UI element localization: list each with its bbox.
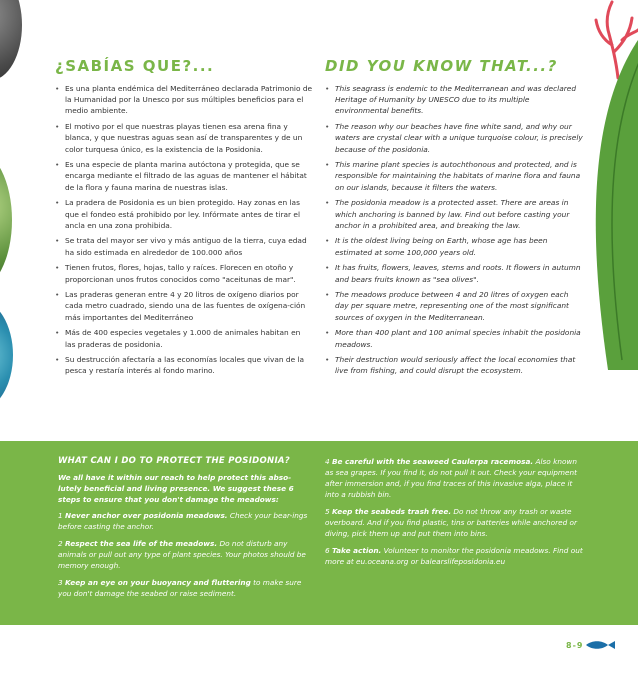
list-item: • It has fruits, flowers, leaves, stems and roots. It flowers in autumn and bears fruits known as "sea olives".	[325, 262, 583, 284]
list-item: • This seagrass is endemic to the Mediterranean and was declared Heritage of Humanity by UNESCO due to its multiple environmental benefits.	[325, 83, 583, 117]
page-number: 8-9	[566, 641, 584, 650]
english-facts-list	[325, 83, 583, 377]
protect-step: 3 Keep an eye on your buoyancy and fluttering to make sure you don't damage the seabed or raise sediment.	[58, 578, 302, 598]
rock-photo-decoration	[0, 0, 22, 80]
protect-step: 4 Be careful with the seaweed Caulerpa racemosa. Also known as sea grapes. If you find it, do not pull it out. Check your equipment after immersion and, if you find traces of this invasive alga, place it into a rubbish bin.	[325, 457, 578, 499]
list-item: • Su destrucción afectaría a las economías locales que vivan de la pesca y restaría interés al fondo marino.	[55, 354, 313, 376]
list-item: • This marine plant species is autochthonous and protected, and is responsible for maintaining the habitats of marine flora and fauna on our islands, because it filters the waters.	[325, 159, 583, 193]
list-item: • More than 400 plant and 100 animal species inhabit the posidonia meadows.	[325, 327, 583, 349]
list-item: • Se trata del mayor ser vivo y más antiguo de la tierra, cuya edad ha sido estimada en alrededor de 100.000 años	[55, 235, 313, 257]
protect-step: 2 Respect the sea life of the meadows. Do not disturb any animals or pull out any type of plant species. Your photos should be memory enough.	[58, 539, 306, 570]
seagrass-leaf-illustration	[578, 40, 638, 370]
english-heading: DID YOU KNOW THAT...?	[325, 57, 558, 75]
list-item: • Es una planta endémica del Mediterráneo declarada Patrimonio de la Humanidad por la Unesco por sus múltiples beneficios para el medio ambiente.	[55, 83, 313, 117]
list-item: • La pradera de Posidonia es un bien protegido. Hay zonas en las que el fondeo está prohibido por ley. Infórmate antes de tirar el ancla en una zona prohibida.	[55, 197, 313, 231]
spanish-facts-list	[55, 83, 313, 377]
list-item: • Más de 400 especies vegetales y 1.000 de animales habitan en las praderas de posidonia.	[55, 327, 313, 349]
fish-icon	[584, 640, 616, 650]
list-item: • The posidonia meadow is a protected asset. There are areas in which anchoring is banned by law. Find out before casting your anchor in a prohibited area, and breaking the law.	[325, 197, 583, 231]
protect-column-right	[325, 456, 585, 573]
spanish-facts-column	[55, 57, 313, 381]
sea-photo-decoration	[0, 300, 13, 410]
seagrass-photo-decoration	[0, 150, 12, 290]
english-facts-column	[325, 57, 583, 381]
protect-title: WHAT CAN I DO TO PROTECT THE POSIDONIA?	[58, 456, 291, 466]
list-item: • El motivo por el que nuestras playas tienen esa arena fina y blanca, y que nuestras aguas sean así de transparentes y de un color turquesa único, es la existencia de la Posidonia.	[55, 121, 313, 155]
protect-column-left	[58, 456, 311, 605]
list-item: • Es una especie de planta marina autóctona y protegida, que se encarga mediante el filtrado de las aguas de mantener el hábitat de la flora y fauna marina de nuestras islas.	[55, 159, 313, 193]
list-item: • The meadows produce between 4 and 20 litres of oxygen each day per square metre, representing one of the most significant sources of oxygen in the Mediterranean.	[325, 289, 583, 323]
list-item: • It is the oldest living being on Earth, whose age has been estimated at some 100,000 years old.	[325, 235, 583, 257]
protect-step: 1 Never anchor over posidonia meadows. Check your bear-ings before casting the anchor.	[58, 511, 308, 531]
protect-step: 5 Keep the seabeds trash free. Do not throw any trash or waste overboard. And if you find plastic, tins or batteries while anchored or diving, pick them up and put them into bins.	[325, 507, 578, 538]
protect-intro: We all have it within our reach to help protect this abso-lutely beneficial and living presence. We suggest these 6 steps to ensure that you don't damage the meadows:	[58, 473, 294, 504]
list-item: • The reason why our beaches have fine white sand, and why our waters are crystal clear with a unique turquoise colour, is precisely because of the posidonia.	[325, 121, 583, 155]
spanish-heading: ¿SABÍAS QUE?...	[55, 57, 215, 75]
protect-section	[0, 441, 638, 625]
protect-step: 6 Take action. Volunteer to monitor the posidonia meadows. Find out more at eu.oceana.org or balearslifeposidonia.eu	[325, 546, 583, 566]
list-item: • Their destruction would seriously affect the local economies that live from fishing, and could disrupt the ecosystem.	[325, 354, 583, 376]
list-item: • Las praderas generan entre 4 y 20 litros de oxígeno diarios por cada metro cuadrado, siendo una de las fuentes de oxígena-ción más importantes del Mediterráneo	[55, 289, 313, 323]
list-item: • Tienen frutos, flores, hojas, tallo y raíces. Florecen en otoño y proporcionan unos frutos conocidos como "aceitunas de mar".	[55, 262, 313, 284]
